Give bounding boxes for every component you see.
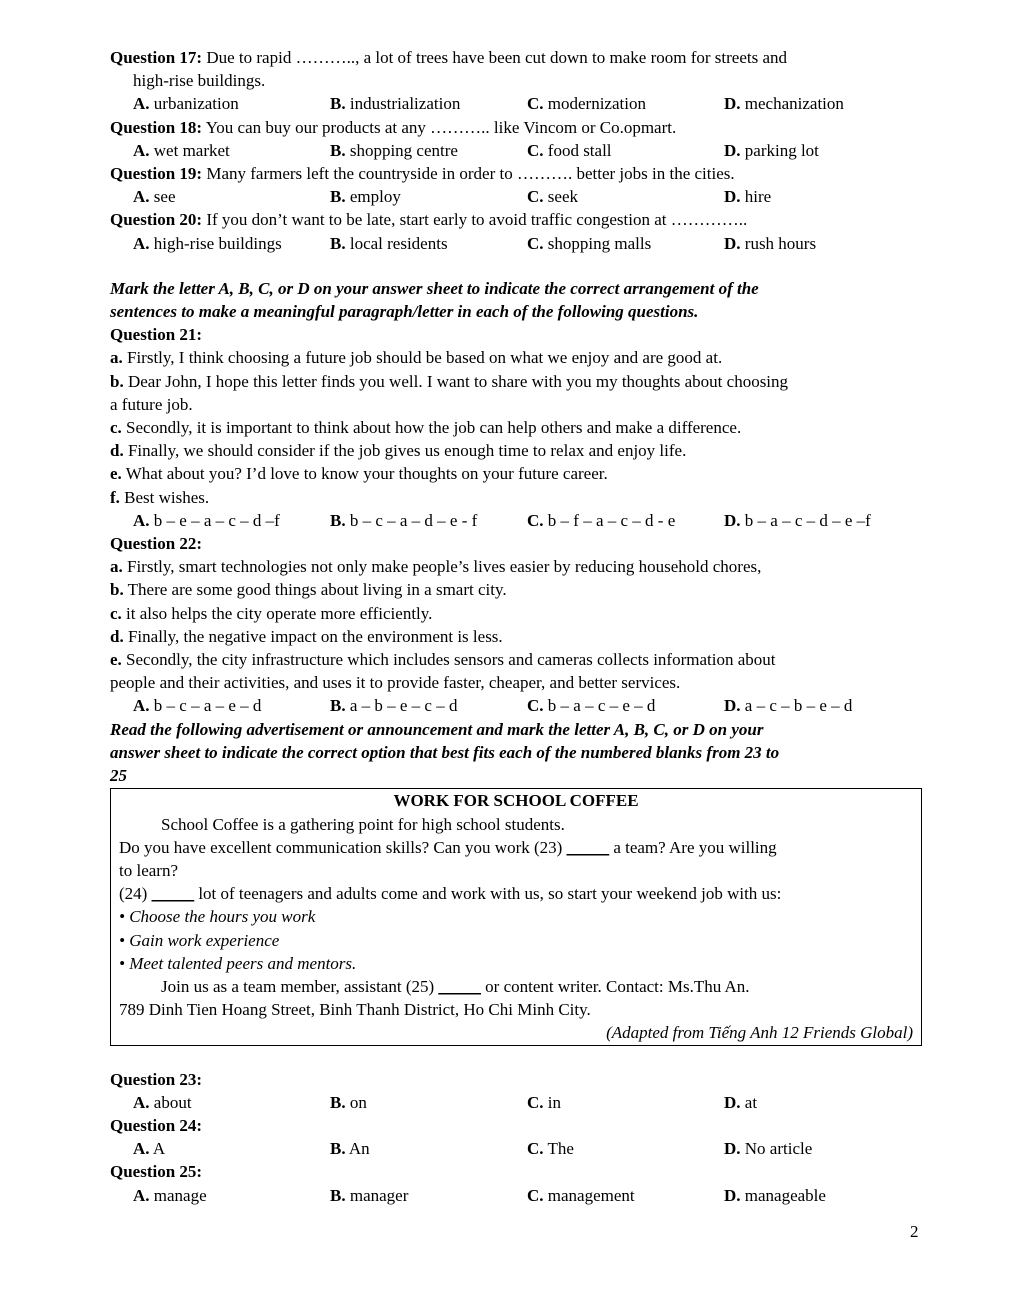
options-row — [110, 139, 922, 162]
sentence-d: d. Finally, we should consider if the job gives us enough time to relax and enjoy life. — [110, 441, 687, 461]
options-row — [110, 92, 922, 115]
option-c[interactable]: C. management — [527, 1185, 635, 1205]
option-a[interactable]: A. A — [133, 1139, 166, 1159]
option-d[interactable]: D. a – c – b – e – d — [724, 696, 853, 716]
options-row — [110, 1091, 922, 1114]
option-b[interactable]: B. employ — [330, 187, 401, 207]
option-a[interactable]: A. b – e – a – c – d –f — [133, 510, 280, 530]
option-b[interactable]: B. a – b – e – c – d — [330, 696, 458, 716]
advertisement-box — [110, 788, 922, 1045]
option-d[interactable]: D. No article — [724, 1139, 813, 1159]
question-label: Question 23: — [110, 1069, 203, 1089]
ad-paragraph-3: (24) _____ lot of teenagers and adults come and work with us, so start your weekend job with us: — [119, 884, 782, 904]
sentence-d: d. Finally, the negative impact on the environment is less. — [110, 626, 503, 646]
options-row — [110, 694, 922, 717]
question-19 — [110, 162, 922, 208]
question-text: You can buy our products at any ……….. like Vincom or Co.opmart. — [202, 117, 677, 137]
ad-bullet: • Gain work experience — [119, 930, 280, 950]
question-label: Question 20: — [110, 210, 203, 230]
question-17 — [110, 46, 922, 116]
question-label: Question 21: — [110, 325, 203, 345]
question-label: Question 18: — [110, 117, 203, 137]
options-row — [110, 232, 922, 255]
option-d[interactable]: D. mechanization — [724, 94, 844, 114]
ad-paragraph-4: Join us as a team member, assistant (25) _____ or content writer. Contact: Ms.Thu An. — [161, 976, 750, 996]
question-text: If you don’t want to be late, start early to avoid traffic congestion at ………….. — [202, 210, 748, 230]
option-c[interactable]: C. in — [527, 1092, 562, 1112]
ad-address: 789 Dinh Tien Hoang Street, Binh Thanh District, Ho Chi Minh City. — [119, 1000, 591, 1020]
question-label: Question 22: — [110, 534, 203, 554]
question-text: Due to rapid ……….., a lot of trees have been cut down to make room for streets and — [202, 48, 788, 67]
ad-bullet: • Choose the hours you work — [119, 907, 316, 927]
option-b[interactable]: B. b – c – a – d – e - f — [330, 510, 478, 530]
option-a[interactable]: A. urbanization — [133, 94, 239, 114]
option-a[interactable]: A. b – c – a – e – d — [133, 696, 262, 716]
option-a[interactable]: A. wet market — [133, 140, 230, 160]
option-a[interactable]: A. see — [133, 187, 176, 207]
sentence-e: e. Secondly, the city infrastructure which includes sensors and cameras collects information about — [110, 650, 776, 670]
ad-paragraph-1: School Coffee is a gathering point for high school students. — [161, 814, 565, 834]
exam-page — [110, 46, 922, 1207]
options-row — [110, 185, 922, 208]
options-row — [110, 1184, 922, 1207]
question-24 — [110, 1114, 922, 1160]
option-b[interactable]: B. local residents — [330, 233, 448, 253]
option-d[interactable]: D. rush hours — [724, 233, 817, 253]
option-d[interactable]: D. hire — [724, 187, 772, 207]
ad-paragraph-2-cont: to learn? — [119, 860, 178, 880]
option-b[interactable]: B. manager — [330, 1185, 409, 1205]
blank-23: _____ — [566, 837, 610, 857]
option-b[interactable]: B. on — [330, 1092, 367, 1112]
sentence-b: b. There are some good things about living in a smart city. — [110, 580, 507, 600]
sentence-e: e. What about you? I’d love to know your thoughts on your future career. — [110, 464, 608, 484]
sentence-a: a. Firstly, smart technologies not only make people’s lives easier by reducing household chores, — [110, 557, 762, 577]
question-25 — [110, 1160, 922, 1206]
question-22 — [110, 532, 922, 718]
question-text: Many farmers left the countryside in order to ………. better jobs in the cities. — [202, 164, 735, 184]
option-b[interactable]: B. An — [330, 1139, 370, 1159]
ad-paragraph-2: Do you have excellent communication skills? Can you work (23) _____ a team? Are you willing — [119, 837, 777, 857]
blank-24: _____ — [151, 884, 195, 904]
option-a[interactable]: A. manage — [133, 1185, 207, 1205]
option-b[interactable]: B. shopping centre — [330, 140, 458, 160]
sentence-b: b. Dear John, I hope this letter finds you well. I want to share with you my thoughts about choosing — [110, 371, 789, 391]
instruction-advertisement: Read the following advertisement or announcement and mark the letter A, B, C, or D on your answer sheet to indicate the correct option that best fits each of the numbered blanks from 23 to 25 — [110, 719, 780, 786]
ad-title: WORK FOR SCHOOL COFFEE — [393, 791, 639, 811]
question-23 — [110, 1068, 922, 1114]
question-21 — [110, 323, 922, 532]
option-d[interactable]: D. manageable — [724, 1185, 826, 1205]
page-number: 2 — [910, 1222, 919, 1241]
sentence-a: a. Firstly, I think choosing a future job should be based on what we enjoy and are good at. — [110, 348, 723, 368]
sentence-f: f. Best wishes. — [110, 487, 210, 507]
option-d[interactable]: D. parking lot — [724, 140, 819, 160]
question-text-cont: high-rise buildings. — [133, 71, 266, 91]
sentence-c: c. Secondly, it is important to think about how the job can help others and make a difference. — [110, 418, 742, 438]
question-label: Question 24: — [110, 1115, 203, 1135]
ad-source: (Adapted from Tiếng Anh 12 Friends Global) — [606, 1023, 913, 1043]
question-label: Question 19: — [110, 164, 203, 184]
option-a[interactable]: A. about — [133, 1092, 192, 1112]
blank-25: _____ — [438, 976, 481, 996]
option-c[interactable]: C. seek — [527, 187, 578, 207]
option-c[interactable]: C. food stall — [527, 140, 612, 160]
options-row — [110, 509, 922, 532]
option-c[interactable]: C. b – a – c – e – d — [527, 696, 656, 716]
option-c[interactable]: C. modernization — [527, 94, 646, 114]
option-c[interactable]: C. b – f – a – c – d - e — [527, 510, 676, 530]
option-c[interactable]: C. The — [527, 1139, 574, 1159]
sentence-b-cont: a future job. — [110, 394, 193, 414]
question-label: Question 17: — [110, 48, 203, 67]
option-d[interactable]: D. b – a – c – d – e –f — [724, 510, 871, 530]
option-c[interactable]: C. shopping malls — [527, 233, 652, 253]
question-20 — [110, 208, 922, 254]
option-d[interactable]: D. at — [724, 1092, 758, 1112]
question-label: Question 25: — [110, 1162, 203, 1182]
option-b[interactable]: B. industrialization — [330, 94, 461, 114]
instruction-arrangement: Mark the letter A, B, C, or D on your answer sheet to indicate the correct arrangement of the sentences to make a meaningful paragraph/letter in each of the following questions. — [110, 278, 759, 322]
option-a[interactable]: A. high-rise buildings — [133, 233, 282, 253]
options-row — [110, 1137, 922, 1160]
sentence-c: c. it also helps the city operate more efficiently. — [110, 603, 433, 623]
question-18 — [110, 116, 922, 162]
ad-bullet: • Meet talented peers and mentors. — [119, 953, 357, 973]
sentence-e-cont: people and their activities, and uses it to provide faster, cheaper, and better services. — [110, 673, 681, 693]
